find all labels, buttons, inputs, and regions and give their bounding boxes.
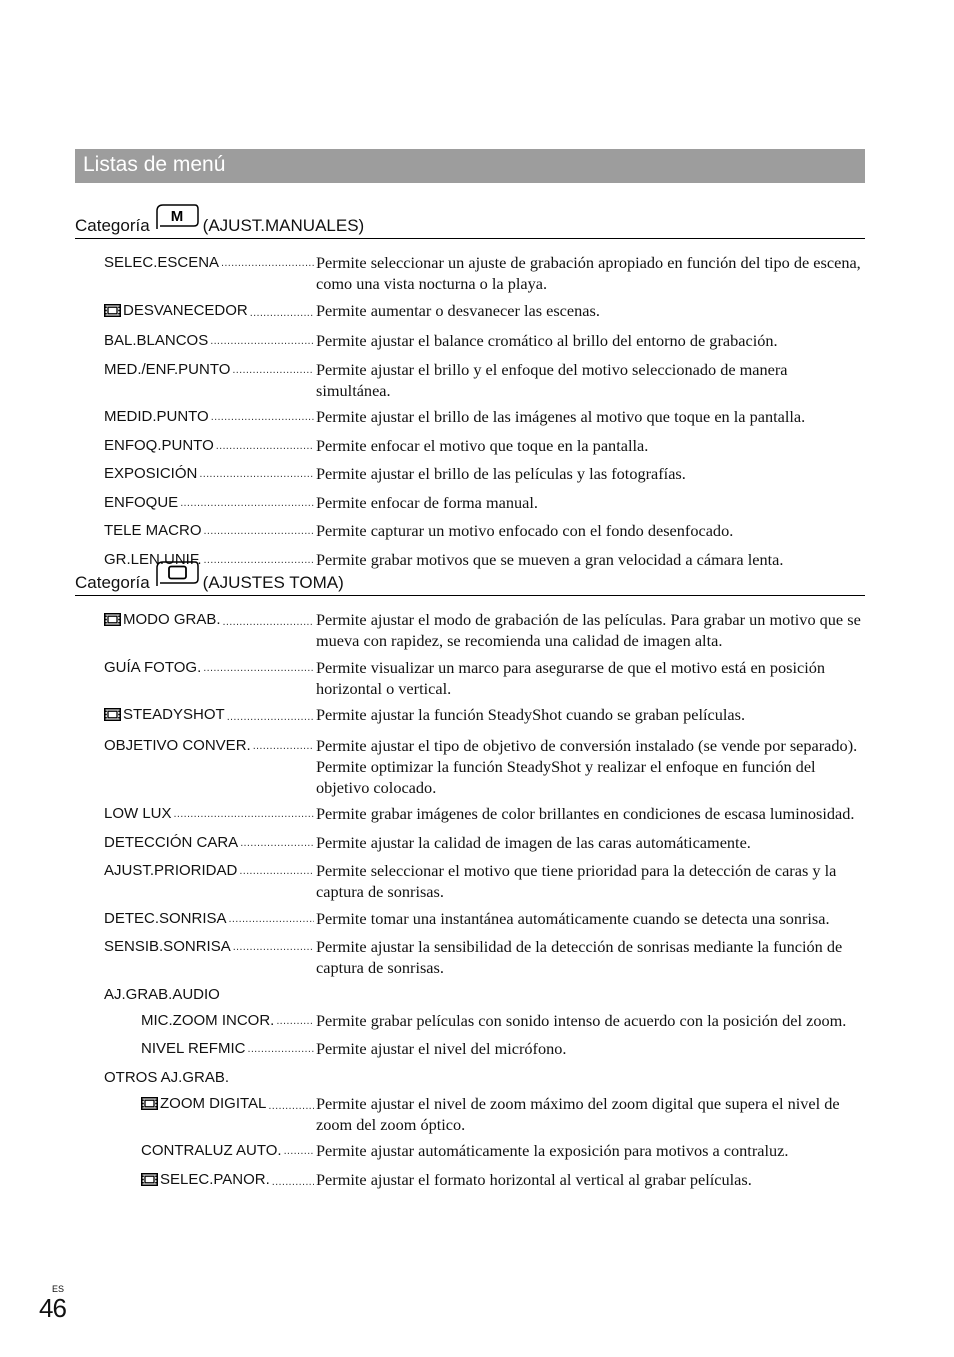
menu-item: [104, 860, 866, 902]
menu-item-description: Permite seleccionar el motivo que tiene prioridad para la detección de caras y la captura de sonrisas.: [316, 861, 837, 901]
leader-dots: [284, 1140, 314, 1162]
menu-item-description: Permite grabar películas con sonido intenso de acuerdo con la posición del zoom.: [316, 1010, 847, 1030]
menu-item-term: [104, 936, 316, 959]
menu-item-description: Permite ajustar el brillo de las imágenes al motivo que toque en la pantalla.: [316, 407, 806, 426]
menu-item-label: ENFOQUE: [104, 493, 179, 511]
menu-item-term: [104, 609, 316, 634]
menu-item-term: [104, 252, 316, 275]
menu-item-label: STEADYSHOT: [123, 706, 225, 723]
menu-item-label: DETEC.SONRISA: [104, 909, 227, 927]
leader-dots: [229, 908, 314, 930]
menu-item: [104, 832, 866, 855]
leader-dots: [180, 492, 314, 514]
menu-item-label: OTROS AJ.GRAB.: [104, 1068, 230, 1086]
menu-item-label: MIC.ZOOM INCOR.: [141, 1011, 275, 1029]
menu-item-label: MED./ENF.PUNTO: [104, 360, 231, 378]
menu-item-term: [104, 300, 316, 325]
menu-item: [104, 252, 866, 294]
menu-item-description: Permite capturar un motivo enfocado con el fondo desenfocado.: [316, 521, 734, 540]
section-banner: [75, 149, 865, 183]
menu-item-label: LOW LUX: [104, 805, 172, 822]
movie-icon: [104, 613, 123, 626]
menu-item-term: [104, 492, 316, 515]
menu-item-label: SELEC.PANOR.: [160, 1170, 270, 1188]
menu-item-description: Permite ajustar la sensibilidad de la detección de sonrisas mediante la función de captura de sonrisas.: [316, 937, 843, 977]
menu-item-description: Permite seleccionar un ajuste de grabación apropiado en función del tipo de escena, como una vista nocturna o la playa.: [316, 253, 861, 293]
menu-item: [104, 657, 866, 699]
menu-item: [104, 492, 866, 515]
menu-list-manual: [104, 252, 866, 577]
menu-item-description: Permite ajustar el balance cromático al brillo del entorno de grabación.: [316, 331, 778, 350]
menu-item-description: Permite enfocar el motivo que toque en la pantalla.: [316, 435, 649, 455]
menu-item: [104, 463, 866, 486]
leader-dots: [232, 359, 314, 381]
menu-item: [104, 406, 866, 429]
menu-item: [104, 609, 866, 651]
leader-dots: [203, 657, 314, 679]
menu-item-description: Permite ajustar el tipo de objetivo de conversión instalado (se vende por separado). Permite optimizar la función SteadyShot y realizar el enfoque en función del objetivo colocado.: [316, 735, 858, 797]
menu-item-label: NIVEL REFMIC: [141, 1040, 246, 1057]
menu-item-description: Permite ajustar la calidad de imagen de las caras automáticamente.: [316, 832, 751, 852]
menu-item: [104, 908, 866, 931]
menu-item-description: Permite enfocar de forma manual.: [316, 492, 538, 512]
menu-item: [104, 1169, 866, 1194]
menu-item-description: Permite visualizar un marco para asegurarse de que el motivo está en posición horizontal o vertical.: [316, 657, 826, 698]
menu-item-label: MEDID.PUNTO: [104, 408, 209, 425]
menu-item-term: [104, 1169, 316, 1194]
menu-item-term: [104, 330, 316, 353]
menu-item-description: Permite ajustar el brillo de las películas y las fotografías.: [316, 464, 686, 483]
menu-item-term: [104, 406, 316, 429]
leader-dots: [216, 435, 314, 457]
menu-item-term: [104, 832, 316, 855]
leader-dots: [199, 463, 314, 485]
leader-dots: [239, 860, 314, 882]
leader-dots: [233, 936, 314, 958]
menu-item-term: [104, 359, 316, 382]
movie-icon: [104, 708, 123, 721]
category-name: (AJUSTES TOMA): [202, 573, 344, 592]
leader-dots: [240, 832, 314, 854]
menu-list-shoot: [104, 609, 866, 1199]
leader-dots: [211, 406, 314, 428]
menu-item-term: [104, 435, 316, 458]
menu-item-label: GUÍA FOTOG.: [104, 658, 202, 676]
camera-settings-icon: [154, 560, 200, 593]
menu-item: [104, 435, 866, 458]
menu-item-term: [104, 1067, 316, 1088]
menu-item-label: EXPOSICIÓN: [104, 465, 198, 482]
menu-item-label: AJ.GRAB.AUDIO: [104, 985, 220, 1003]
language-code: ES: [52, 1284, 65, 1294]
leader-dots: [204, 520, 314, 542]
menu-item: [104, 1010, 866, 1033]
menu-item-term: [104, 463, 316, 486]
menu-item-description: Permite ajustar la función SteadyShot cuando se graban películas.: [316, 705, 746, 724]
menu-item-label: CONTRALUZ AUTO.: [141, 1142, 282, 1159]
menu-item: [104, 359, 866, 401]
leader-dots: [247, 1038, 314, 1060]
leader-dots: [276, 1010, 314, 1032]
menu-item-description: Permite ajustar el brillo y el enfoque del motivo seleccionado de manera simultánea.: [316, 359, 788, 400]
category-prefix: Categoría: [75, 216, 150, 235]
menu-item-term: [104, 908, 316, 931]
menu-item-description: Permite aumentar o desvanecer las escenas.: [316, 300, 600, 320]
menu-item-description: Permite grabar motivos que se mueven a gran velocidad a cámara lenta.: [316, 549, 784, 569]
menu-item-label: ZOOM DIGITAL: [160, 1094, 267, 1112]
manual-mode-icon: [154, 203, 200, 236]
menu-item-description: Permite ajustar el nivel de zoom máximo del zoom digital que supera el nivel de zoom del zoom óptico.: [316, 1093, 840, 1134]
menu-item: [104, 1038, 866, 1061]
menu-item: [104, 704, 866, 729]
category-header-manual: [75, 208, 865, 239]
menu-item: [104, 300, 866, 325]
menu-item-term: [104, 1140, 316, 1163]
menu-item-term: [104, 1010, 316, 1033]
leader-dots: [268, 1094, 314, 1117]
menu-item-term: [104, 704, 316, 729]
menu-item-label: OBJETIVO CONVER.: [104, 736, 251, 754]
menu-item: [104, 330, 866, 353]
menu-item: [104, 1140, 866, 1163]
menu-item-description: Permite ajustar el modo de grabación de las películas. Para grabar un motivo que se mueva con rapidez, se recomienda una calidad de imagen alta.: [316, 610, 861, 650]
menu-item: [104, 803, 866, 826]
menu-item-label: BAL.BLANCOS: [104, 332, 209, 349]
movie-icon: [141, 1173, 160, 1186]
menu-item-label: DETECCIÓN CARA: [104, 833, 239, 851]
leader-dots: [272, 1170, 314, 1193]
leader-dots: [227, 705, 314, 728]
movie-icon: [104, 304, 123, 317]
page-number: 46: [39, 1293, 66, 1323]
menu-item: [104, 520, 866, 543]
menu-item-label: TELE MACRO: [104, 522, 202, 539]
menu-item-label: SENSIB.SONRISA: [104, 938, 231, 955]
menu-item-term: [104, 735, 316, 758]
menu-item-label: DESVANECEDOR: [123, 301, 248, 319]
menu-item-label: GR.LEN.UNIF.: [104, 550, 202, 568]
leader-dots: [253, 735, 314, 757]
menu-item: [104, 1093, 866, 1135]
leader-dots: [221, 252, 314, 274]
movie-icon: [141, 1097, 160, 1110]
menu-item-term: [104, 657, 316, 680]
menu-item-label: MODO GRAB.: [123, 611, 221, 628]
menu-item-label: SELEC.ESCENA: [104, 254, 220, 271]
menu-item-term: [104, 803, 316, 826]
menu-item-term: [104, 860, 316, 883]
menu-item-term: [104, 1093, 316, 1118]
leader-dots: [174, 803, 314, 825]
menu-item-term: [104, 520, 316, 543]
menu-item-description: Permite grabar imágenes de color brillantes en condiciones de escasa luminosidad.: [316, 804, 855, 823]
section-title: Listas de menú: [83, 153, 226, 176]
menu-item-description: Permite ajustar automáticamente la exposición para motivos a contraluz.: [316, 1141, 789, 1160]
menu-item-description: Permite ajustar el formato horizontal al vertical al grabar películas.: [316, 1169, 752, 1189]
category-header-shoot: [75, 569, 865, 596]
menu-item: [104, 984, 866, 1005]
leader-dots: [223, 610, 314, 633]
category-name: (AJUST.MANUALES): [202, 216, 365, 235]
menu-item: [104, 735, 866, 798]
leader-dots: [210, 330, 314, 352]
menu-item-term: [104, 984, 316, 1005]
category-prefix: Categoría: [75, 573, 150, 592]
menu-item-description: Permite tomar una instantánea automáticamente cuando se detecta una sonrisa.: [316, 908, 830, 928]
svg-text:M: M: [170, 208, 183, 225]
menu-item-label: AJUST.PRIORIDAD: [104, 862, 238, 879]
leader-dots: [250, 301, 314, 324]
menu-item: [104, 936, 866, 978]
menu-item-label: ENFOQ.PUNTO: [104, 436, 214, 454]
menu-item-term: [104, 1038, 316, 1061]
menu-item: [104, 1067, 866, 1088]
menu-item-description: Permite ajustar el nivel del micrófono.: [316, 1039, 567, 1058]
